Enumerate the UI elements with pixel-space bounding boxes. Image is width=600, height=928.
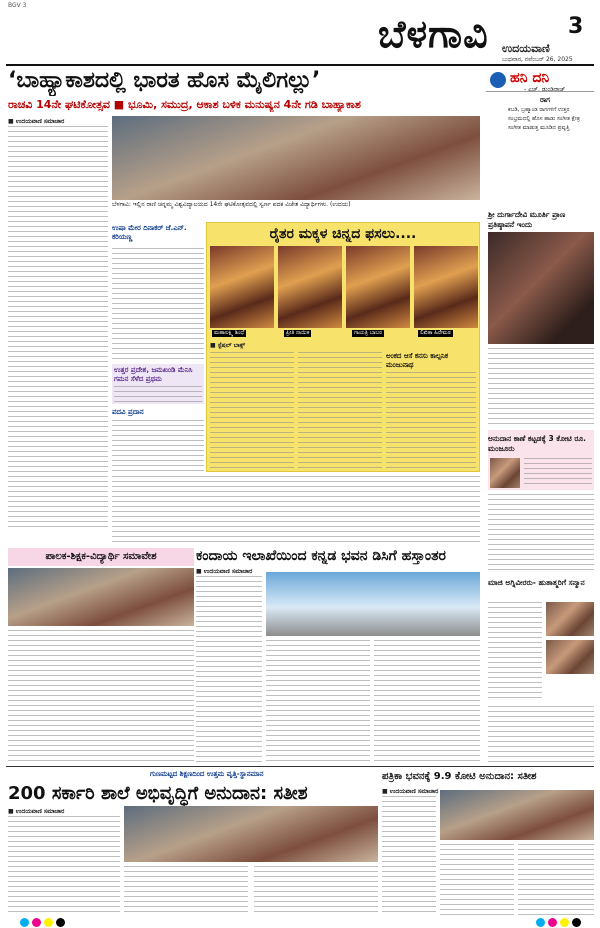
registration-magenta-icon-2 xyxy=(548,918,557,927)
parents-meet-body xyxy=(8,630,194,762)
farmers-quote-title: ಅಂಕದ ಆಸೆ ಕನಸು ಕಾಲ್ಪನಿಕ ಮಂಜುನಾಥ xyxy=(386,352,449,369)
lead-continued-body xyxy=(112,476,480,542)
parents-banner-text: ಪಾಲಕ-ಶಿಕ್ಷಕ-ವಿದ್ಯಾರ್ಥಿ ಸಮಾವೇಶ xyxy=(45,551,157,562)
paper-name: ಉದಯವಾಣಿ xyxy=(502,42,550,55)
bottom-right-photo xyxy=(440,790,594,840)
kannada-bhavan-photo xyxy=(266,572,480,636)
grant-body xyxy=(488,494,594,574)
bottom-right-body-3 xyxy=(518,844,594,916)
felicitation-title: ಮಾಜಿ ಅಗ್ನಿವೀರರು- ಹುತಾತ್ಮರಿಗೆ ಸನ್ಮಾನ xyxy=(488,578,585,587)
felicitation-portrait-2 xyxy=(546,640,594,674)
registration-yellow-icon-2 xyxy=(560,918,569,927)
lead-subhead: ರಾಚವಿ 14ನೇ ಘಟಿಕೋತ್ಸವ ■ ಭೂಮಿ, ಸಮುದ್ರ, ಆಕಾಶ ಬಳಿಕ ಮನುಷ್ಯನ 4ನೇ ಗಡಿ ಬಾಹ್ಯಾಕಾಶ xyxy=(8,98,361,111)
kannada-bhavan-headline: ಕಂದಾಯ ಇಲಾಖೆಯಿಂದ ಕನ್ನಡ ಭವನ ಡಿಸಿಗೆ ಹಸ್ತಾಂತರ xyxy=(196,548,446,564)
raga-label: ರಾಗ xyxy=(540,96,550,104)
registration-black-icon xyxy=(56,918,65,927)
farmers-label-4: ಲಿಖಿತಾ ಹಿರೇಮಠ xyxy=(420,330,451,336)
hanidani-logo-icon xyxy=(490,72,506,88)
felicitation-portrait-1 xyxy=(546,602,594,636)
farmers-body-col-2 xyxy=(298,352,382,468)
honor-sidebar-body xyxy=(112,248,204,360)
durgadevi-story-title: ಶ್ರೀ ದುರ್ಗಾದೇವಿ ಮೂರ್ತಿ ಪ್ರಾಣ ಪ್ರತಿಷ್ಠಾಪನೆ ಇಂದು xyxy=(488,210,566,229)
bottom-right-body-1 xyxy=(382,796,436,916)
bottom-body-1 xyxy=(8,816,120,916)
parents-meet-photo xyxy=(8,568,194,626)
grant-title: ಅನುದಾನ ಕಾಣೆ ಕಟ್ಟಡಕ್ಕೆ 3 ಕೋಟಿ ರೂ. ಮಂಜೂರು xyxy=(488,434,587,453)
farmers-label-1: ಮಹಾಲಕ್ಷ್ಮಿ ಶಿಂಧೆ xyxy=(214,330,245,336)
grant-portrait xyxy=(490,458,520,488)
degree-stats-body xyxy=(112,420,204,472)
bottom-byline: ■ ಉದಯವಾಣಿ ಸಮಾಚಾರ xyxy=(8,808,65,815)
bottom-kicker: ಗುಣಮಟ್ಟದ ಶಿಕ್ಷಣದಿಂದ ಉತ್ತಮ ವೃತ್ತಿ-ಸ್ಥಾನಮಾನ xyxy=(150,770,264,778)
farmers-label-3: ಗಾಯತ್ರಿ ಬಾಬರ xyxy=(354,330,383,336)
degree-stats-title: ಪದವಿ ಪ್ರದಾನ xyxy=(112,408,144,416)
lead-byline: ■ ಉದಯವಾಣಿ ಸಮಾಚಾರ xyxy=(8,118,65,125)
durgadevi-photo xyxy=(488,232,594,344)
farmers-photo-2 xyxy=(278,246,342,328)
convocation-photo xyxy=(112,116,480,200)
farmers-quote-body xyxy=(386,372,476,468)
kannada-bhavan-body-1 xyxy=(196,576,262,762)
registration-cyan-icon-2 xyxy=(536,918,545,927)
lead-headline: ‘ಬಾಹ್ಯಾಕಾಶದಲ್ಲಿ ಭಾರತ ಹೊಸ ಮೈಲಿಗಲ್ಲು’ xyxy=(8,68,321,93)
farmers-photo-4 xyxy=(414,246,478,328)
page-code: BGV 3 xyxy=(8,2,27,9)
hanidani-title: ಹನಿ ದನಿ xyxy=(510,70,550,86)
raga-poem: ಕಬಡಿ, ಬ್ರಹ್ಮಾಂಡ ರಾಗಗಳಿಗೆ ಉತ್ತರ ಸಂಭ್ರಮದಲ್ಲಿ ಹೊಸ ಹಾಡು ಸಂಗೀತ ಕ್ಷೇತ್ರ ಸಂಗೀತ ಮಾಡುತ್ತ ಮೂಡಿದ ಪ್ರವೃತ್ತಿ xyxy=(508,107,580,131)
bottom-divider xyxy=(6,766,594,767)
kannada-bhavan-body-2 xyxy=(266,640,370,762)
paper-date: ಬುಧವಾರ, ನವೆಂಬರ್ 26, 2025 xyxy=(502,56,573,63)
farmers-photo-1 xyxy=(210,246,274,328)
parents-banner xyxy=(8,548,194,566)
bottom-body-3 xyxy=(254,866,378,916)
honor-sidebar-title: ಉಷಾ ಮೇರ ದಿನಾಕರ್ ಜೆ.ಎನ್. ಕರಿಯಣ್ಣ xyxy=(112,224,187,241)
farmers-label-2: ಪ್ರೀತಿ ನಾಯಿಕ xyxy=(286,330,310,336)
registration-black-icon-2 xyxy=(572,918,581,927)
page-number: 3 xyxy=(568,14,584,39)
hanidani-author: - ಎಚ್. ಡುಂಡಿರಾಜ್ xyxy=(524,86,566,93)
farmers-body-col-1 xyxy=(210,352,294,468)
registration-cyan-icon xyxy=(20,918,29,927)
felicitation-body-2 xyxy=(488,706,594,764)
registration-magenta-icon xyxy=(32,918,41,927)
section-title: ಬೆಳಗಾವಿ xyxy=(378,12,489,56)
felicitation-body xyxy=(488,602,542,702)
farmers-byline: ■ ಸ್ಪೆಷಲ್ ಬಾಕ್ಸ್ xyxy=(210,342,246,349)
bottom-right-byline: ■ ಉದಯವಾಣಿ ಸಮಾಚಾರ xyxy=(382,788,439,795)
lead-body-col-1 xyxy=(8,126,108,530)
honor-subbox xyxy=(112,364,204,404)
registration-yellow-icon xyxy=(44,918,53,927)
durgadevi-body xyxy=(488,348,594,426)
farmers-photo-3 xyxy=(346,246,410,328)
convocation-photo-caption: ಬೆಳಗಾವಿ: ಇಲ್ಲಿನ ರಾಣಿ ಚನ್ನಮ್ಮ ವಿಶ್ವವಿದ್ಯಾಲಯದ 14ನೇ ಘಟಿಕೋತ್ಸವದಲ್ಲಿ ಸ್ವರ್ಣ ಪದಕ ವಿಜೇತ ವಿದ್ಯಾರ್ಥಿಗಳು. (ಉದಯ) xyxy=(112,201,351,208)
kannada-bhavan-byline: ■ ಉದಯವಾಣಿ ಸಮಾಚಾರ xyxy=(196,568,253,575)
bottom-right-body-2 xyxy=(440,844,514,916)
bottom-right-headline: ಪತ್ರಿಕಾ ಭವನಕ್ಕೆ 9.9 ಕೋಟಿ ಅನುದಾನ: ಸತೀಶ xyxy=(382,771,537,782)
farmers-feature-title: ರೈತರ ಮಕ್ಕಳ ಚಿನ್ನದ ಫಸಲು.... xyxy=(269,226,417,242)
honor-subbox-body xyxy=(114,386,202,402)
bottom-body-2 xyxy=(124,866,248,916)
grant-body-lead xyxy=(524,458,592,488)
kannada-bhavan-body-3 xyxy=(374,640,480,762)
honor-subbox-title: ಉತ್ತರ ಪ್ರದೇಶ, ಜಮಖಂಡಿ ಮೆನಿಸಿ ಗಮನ ಸೆಳೆದ ಪ್ರಥಮ xyxy=(114,366,193,383)
bottom-photo xyxy=(124,806,378,862)
bottom-headline: 200 ಸರ್ಕಾರಿ ಶಾಲೆ ಅಭಿವೃದ್ಧಿಗೆ ಅನುದಾನ: ಸತೀಶ xyxy=(8,783,308,804)
